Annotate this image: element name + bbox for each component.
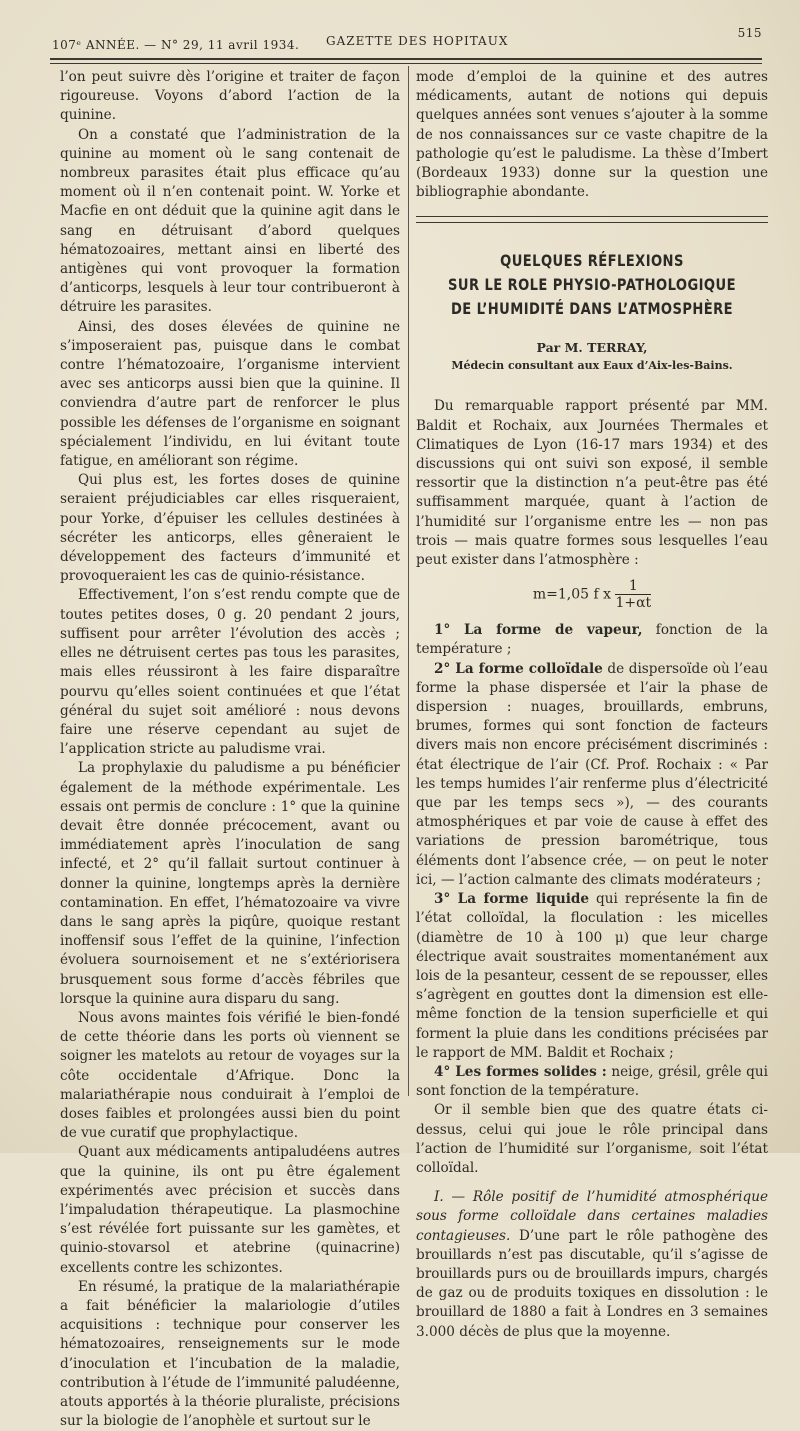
paragraph: Nous avons maintes fois vérifié le bien-fondé de cette théorie dans les ports où viennent se soigner les matelots au retour de voyages sur la côte occidentale d’Afrique. Donc la malariathérapie nous conduirait à l’emploi de doses faibles et prolongées aussi bien du point de vue curatif que prophylactique. <box>60 1009 400 1142</box>
author-affiliation: Médecin consultant aux Eaux d’Aix-les-Bains. <box>451 359 733 373</box>
title-line: SUR LE ROLE PHYSIO-PATHOLOGIQUE <box>448 275 736 295</box>
article-separator <box>416 216 768 223</box>
section-paragraph <box>416 1188 768 1342</box>
paragraph: On a constaté que l’administration de la quinine au moment où le sang contenait de nombreux parasites était plus efficace qu’au moment où il n’en contenait point. W. Yorke et Macfie en ont déduit que la quinine agit dans le sang en détruisant d’abord quelques hématozoaires, mettant ainsi en liberté des antigènes qui vont provoquer la formation d’anticorps, lesquels à leur tour contribueront à détruire les parasites. <box>60 126 400 316</box>
list-item <box>416 621 768 659</box>
header-rule <box>50 58 762 64</box>
page-header <box>50 26 762 52</box>
paragraph: En résumé, la pratique de la malariathérapie a fait bénéficier la malariologie d’utiles acquisitions : technique pour conserver les hématozoaires, renseignements sur le mode d’inoculation et l’incubation de la maladie, contribution à l’étude de l’immunité paludéenne, atouts apportés à la théorie pluraliste, précisions sur la biologie de l’anophèle et surtout sur le <box>60 1278 400 1430</box>
paragraph: mode d’emploi de la quinine et des autres médicaments, autant de notions qui depuis quelques années sont venues s’ajouter à la somme de nos connaissances sur ce vaste chapitre de la pathologie qu’est le paludisme. La thèse d’Imbert (Bordeaux 1933) donne sur la question une bibliographie abondante. <box>416 69 768 201</box>
paragraph: Du remarquable rapport présenté par MM. Baldit et Rochaix, aux Journées Thermales et Climatiques de Lyon (16-17 mars 1934) et des discussions qui ont suivi son exposé, il semble ressortir que la distinction n’a peut-être pas été suffisamment marquée, quant à l’action de l’humidité sur l’organisme entre les — non pas trois — mais quatre formes sous lesquelles l’eau peut exister dans l’atmosphère : <box>416 398 768 569</box>
section-heading: I. — Rôle positif de l’humidité atmosphérique sous forme colloïdale dans certaines maladies contagieuses. <box>416 1189 768 1244</box>
item-text: qui représente la fin de l’état colloïdal, la floculation : les micelles (diamètre de 10 à 100 μ) que leur charge électrique avait soustraites momentanément aux lois de la pesanteur, cessent de se repousser, elles s’agrègent en gouttes dont la dimension est elle-même fonction de la tension superficielle et qui forment la pluie dans les conditions précisées par le rapport de MM. Baldit et Rochaix ; <box>416 891 768 1061</box>
paragraph: Effectivement, l’on s’est rendu compte que de toutes petites doses, 0 g. 20 pendant 2 jours, suffisent pour arrêter l’évolution des accès ; elles ne détruisent certes pas tous les parasites, mais elles réussiront à les faire disparaître pourvu qu’elles soient continuées et que l’état général du sujet soit amélioré : nous devons faire une réserve cependant au sujet de l’application stricte au paludisme vrai. <box>60 587 400 758</box>
left-column <box>60 68 400 1431</box>
formula <box>416 578 768 611</box>
paragraph: l’on peut suivre dès l’origine et traiter de façon rigoureuse. Voyons d’abord l’action de la quinine. <box>60 69 400 124</box>
item-text: de dispersoïde où l’eau forme la phase dispersée et l’air la phase de dispersion : nuages, brouillards, embruns, brumes, formes qui sont fonction de facteurs divers mais non encore précisément discriminés : état électrique de l’air (Cf. Prof. Rochaix : « Par les temps humides l’air renferme plus d’électricité que par les temps secs »), — des courants atmosphériques et par voie de cause à effet des variations de pression barométrique, tous éléments dont l’absence crée, — on peut le noter ici, — l’action calmante des climats modérateurs ; <box>416 660 768 888</box>
item-head: 1° La forme de vapeur, <box>434 622 643 639</box>
article-title <box>448 249 737 321</box>
list-item <box>416 1063 768 1101</box>
item-head: 2° La forme colloïdale <box>434 660 603 677</box>
paragraph: La prophylaxie du paludisme a pu bénéficier également de la méthode expérimentale. Les essais ont permis de conclure : 1° que la quinine devait être donnée précocement, avant ou immédiatement après l’inoculation de sang infecté, et 2° qu’il fallait surtout continuer à donner la quinine, longtemps après la dernière contamination. En effet, l’hématozoaire va vivre dans le sang après la piqûre, quoique restant inoffensif sous l’effet de la quinine, l’infection évoluera sournoisement et ne s’extériorisera brusquement sous forme d’accès fébriles que lorsque la quinine aura disparu du sang. <box>60 760 400 1007</box>
title-line: DE L’HUMIDITÉ DANS L’ATMOSPHÈRE <box>450 299 734 319</box>
formula-fraction <box>615 578 651 611</box>
paragraph: Quant aux médicaments antipaludéens autres que la quinine, ils ont pu être également expérimentés avec précision et succès dans l’impaludation thérapeutique. La plasmochine s’est révélée fort puissante sur les gamètes, et quinio-stovarsol et atebrine (quinacrine) excellents contre les schizontes. <box>60 1144 400 1276</box>
column-divider <box>408 66 409 1096</box>
formula-lhs: m=1,05 f x <box>532 586 611 603</box>
journal-title: GAZETTE DES HOPITAUX <box>326 34 509 48</box>
section-text: D’une part le rôle pathogène des brouillards n’est pas discutable, qu’il s’agisse de brouillards purs ou de brouillards impurs, chargés de gaz ou de produits toxiques en dissolution : le brouillard de 1880 a fait à Londres en 3 semaines 3.000 décès de plus que la moyenne. <box>416 1227 768 1340</box>
formula-numerator: 1 <box>615 578 651 595</box>
item-head: 3° La forme liquide <box>434 891 590 908</box>
formula-denominator: 1+αt <box>615 595 652 612</box>
list-item <box>416 660 768 890</box>
page-number: 515 <box>737 26 762 40</box>
item-head: 4° Les formes solides : <box>434 1063 607 1080</box>
item-text: fonction de la température ; <box>416 622 768 658</box>
issue-info: 107ᵉ ANNÉE. — N° 29, 11 avril 1934. <box>52 38 300 52</box>
paragraph: Ainsi, des doses élevées de quinine ne s’imposeraient pas, puisque dans le combat contre l’hématozoaire, l’organisme intervient avec ses anticorps aussi bien que la quinine. Il conviendra d’autre part de renforcer le plus possible les défenses de l’organisme en soignant spécialement l’individu, en lui évitant toute fatigue, en améliorant son régime. <box>60 318 400 470</box>
paragraph: Or il semble bien que des quatre états ci-dessus, celui qui joue le rôle principal dans l’action de l’humidité sur l’organisme, soit l’état colloïdal. <box>416 1102 768 1176</box>
title-line: QUELQUES RÉFLEXIONS <box>500 251 684 271</box>
item-text: neige, grésil, grêle qui sont fonction de la température. <box>416 1063 768 1100</box>
article-author: Par M. TERRAY, <box>536 340 648 356</box>
right-column <box>416 68 768 1342</box>
list-item <box>416 890 768 1063</box>
paragraph: Qui plus est, les fortes doses de quinine seraient préjudiciables car elles risqueraient, pour Yorke, d’épuiser les cellules destinées à sécréter les anticorps, elles gêneraient le développement des facteurs d’immunité et provoqueraient les cas de quinio-résistance. <box>60 472 400 585</box>
